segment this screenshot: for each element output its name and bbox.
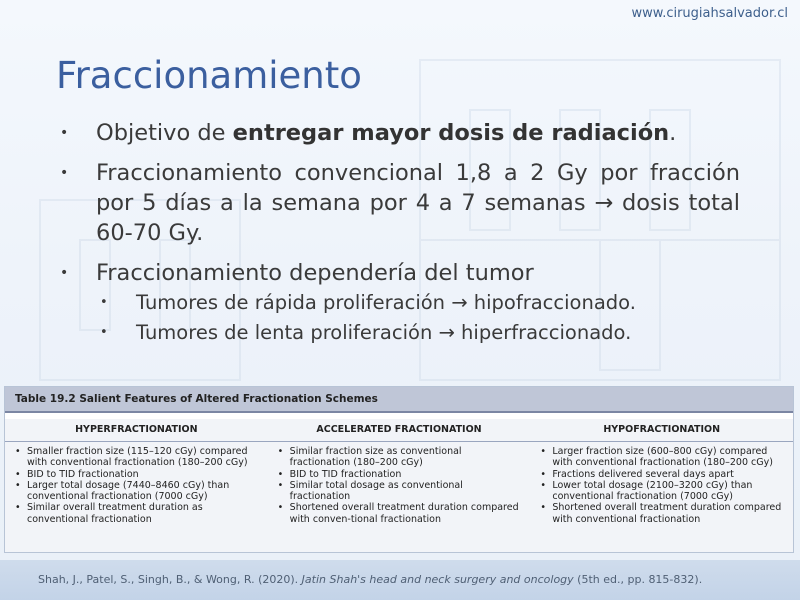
- column-accelerated: [268, 446, 531, 525]
- slide-title: Fraccionamiento: [56, 54, 362, 97]
- citation-pages: (5th ed., pp. 815-832).: [573, 573, 703, 586]
- list-item: • Larger fraction size (600–800 cGy) compared with conventional fractionation (180–200 cGy): [540, 446, 787, 469]
- sub-bullet-text: Tumores de lenta proliferación → hiperfraccionado.: [136, 321, 632, 344]
- table-header-row: [5, 419, 793, 442]
- list-item: • Fractions delivered several days apart: [540, 469, 787, 480]
- column-hyperfractionation: [5, 446, 268, 525]
- citation-text: Shah, J., Patel, S., Singh, B., & Wong, R. (2020).: [38, 573, 302, 586]
- list-item: • Similar total dosage as conventional fractionation: [278, 480, 525, 503]
- list-item: • BID to TID fractionation: [15, 469, 262, 480]
- bullet-objetivo: [60, 118, 740, 148]
- bullet-suffix: .: [669, 120, 677, 146]
- sub-bullet-dot-icon: •: [100, 325, 108, 340]
- bullet-convencional: [60, 158, 740, 248]
- list-item: • Shortened overall treatment duration compared with conventional fractionation: [540, 502, 787, 525]
- list-item: • Smaller fraction size (115–120 cGy) compared with conventional fractionation (180–200 cGy): [15, 446, 262, 469]
- sub-bullet-text: Tumores de rápida proliferación → hipofraccionado.: [136, 291, 636, 314]
- list-item: • BID to TID fractionation: [278, 469, 525, 480]
- table-columns: [5, 442, 793, 525]
- column-heading: HYPERFRACTIONATION: [75, 424, 198, 435]
- citation-bar: [0, 560, 800, 600]
- column-heading: ACCELERATED FRACTIONATION: [316, 424, 482, 435]
- citation-book-title: Jatin Shah's head and neck surgery and oncology: [301, 573, 574, 586]
- bullet-dot-icon: •: [60, 165, 69, 181]
- list-item: • Shortened overall treatment duration compared with conven-tional fractionation: [278, 502, 525, 525]
- bullet-text: Fraccionamiento dependería del tumor: [96, 260, 534, 286]
- list-item: • Lower total dosage (2100–3200 cGy) than conventional fractionation (7000 cGy): [540, 480, 787, 503]
- bullet-text: Fraccionamiento convencional 1,8 a 2 Gy por fracción por 5 días a la semana por 4 a 7 semanas → dosis total 60-70 Gy.: [96, 160, 740, 246]
- fractionation-table: [4, 386, 794, 553]
- list-item: • Similar fraction size as conventional fractionation (180–200 cGy): [278, 446, 525, 469]
- bullet-bold-text: entregar mayor dosis de radiación: [232, 120, 670, 146]
- table-body: [5, 419, 793, 552]
- bullet-text: Objetivo de: [96, 120, 233, 146]
- sub-bullet-rapida: [60, 288, 740, 318]
- list-item: • Larger total dosage (7440–8460 cGy) than conventional fractionation (7000 cGy): [15, 480, 262, 503]
- table-title: Table 19.2 Salient Features of Altered Fractionation Schemes: [5, 387, 793, 413]
- bullet-dot-icon: •: [60, 125, 69, 141]
- sub-bullet-lenta: [60, 318, 740, 348]
- site-url[interactable]: www.cirugiahsalvador.cl: [631, 6, 788, 21]
- column-hypofractionation: [530, 446, 793, 525]
- bullet-dot-icon: •: [60, 265, 69, 281]
- bullet-dependeria: [60, 258, 740, 288]
- list-item: • Similar overall treatment duration as conventional fractionation: [15, 502, 262, 525]
- sub-bullet-dot-icon: •: [100, 295, 108, 310]
- column-heading: HYPOFRACTIONATION: [603, 424, 721, 435]
- bullet-list: [60, 118, 740, 348]
